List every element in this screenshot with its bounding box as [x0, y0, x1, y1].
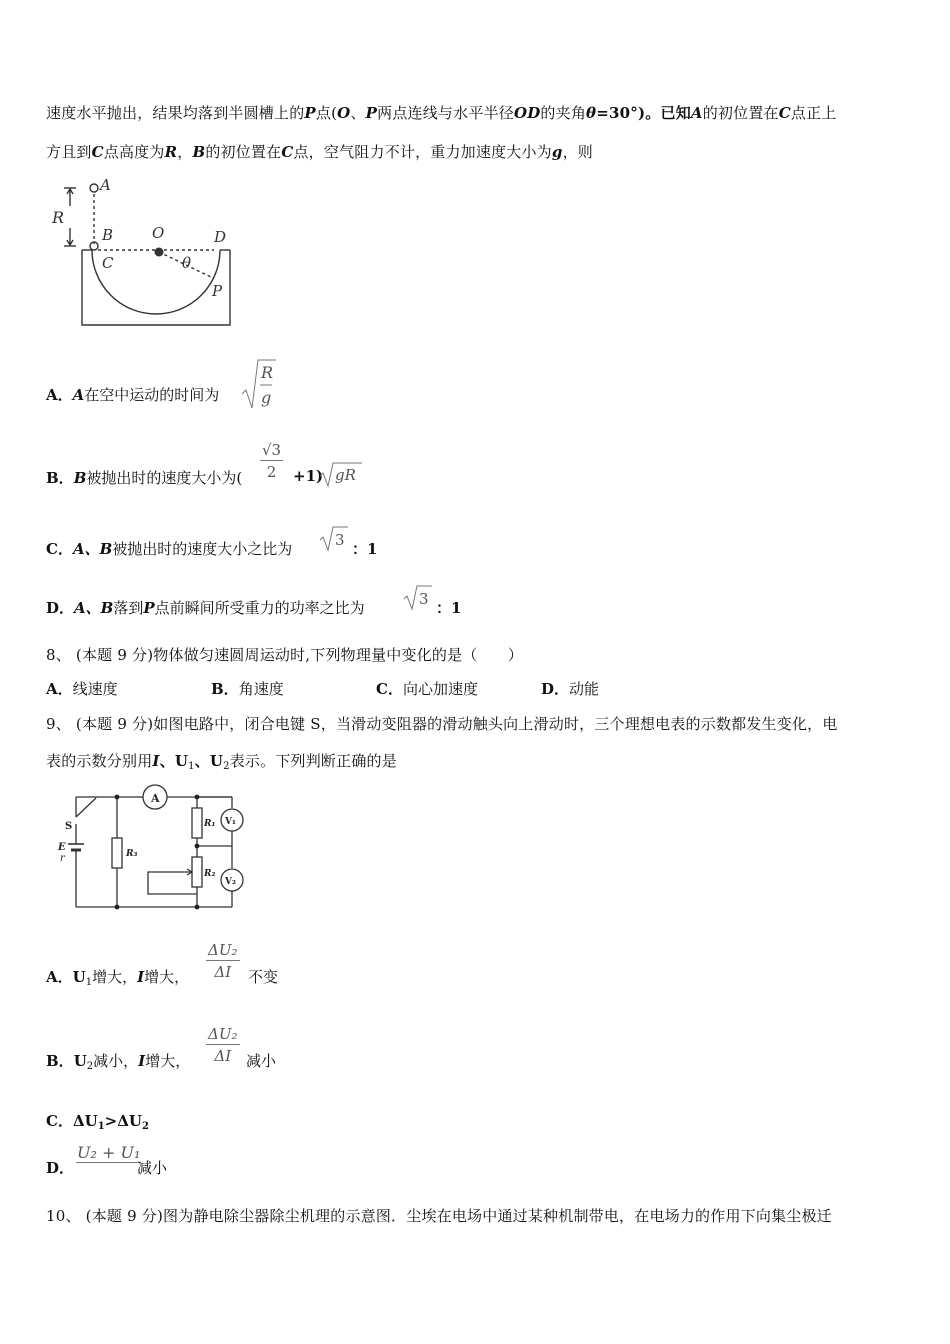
svg-text:V₂: V₂ — [225, 877, 236, 887]
label-B: B — [102, 226, 114, 244]
svg-text:r: r — [60, 853, 65, 864]
svg-text:A: A — [151, 792, 160, 805]
label-R: R — [52, 208, 65, 227]
svg-text:R₃: R₃ — [126, 849, 138, 859]
svg-text:S: S — [65, 821, 73, 832]
delta-u2-over-delta-i-a: $\frac{\text{ΔU₂}}{\Delta I}$ — [208, 941, 238, 981]
q9-option-c: C．$\Delta U_1>\Delta U_2$ — [46, 1112, 149, 1132]
label-A: A — [100, 176, 111, 194]
label-P: P — [212, 282, 223, 300]
sqrt-3-d — [402, 583, 434, 611]
q9-stem-line1: 9、 (本题 9 分)如图电路中，闭合电键 S，当滑动变阻器的滑动触头向上滑动时，三个理想电表的示数都发生变化，电 — [46, 715, 838, 733]
q8-option-b: B．角速度 — [211, 680, 284, 698]
svg-text:R: R — [261, 363, 274, 382]
svg-text:gR: gR — [335, 466, 356, 484]
label-theta: θ — [182, 254, 192, 272]
semicircle-groove-figure — [48, 172, 238, 332]
q7-stem-line2: 方且到C点高度为R，B的初位置在C点，空气阻力不计，重力加速度大小为g，则 — [46, 143, 593, 161]
delta-u2-over-delta-i-b: $\frac{\text{ΔU₂}}{\Delta I}$ — [208, 1025, 238, 1065]
sqrt-gr — [318, 460, 364, 488]
q8-option-a: A．线速度 — [46, 680, 118, 698]
label-D: D — [214, 228, 227, 246]
q10-stem: 10、 (本题 9 分)图为静电除尘器除尘机理的示意图．尘埃在电场中通过某种机制带电，在电场力的作用下向集尘极迁 — [46, 1207, 832, 1225]
circuit-diagram — [56, 782, 252, 912]
svg-text:3: 3 — [419, 590, 429, 608]
label-C: C — [102, 254, 114, 272]
svg-text:3: 3 — [335, 531, 345, 549]
q8-stem: 8、 (本题 9 分)物体做匀速圆周运动时,下列物理量中变化的是（ ） — [46, 646, 524, 664]
svg-text:V₁: V₁ — [225, 817, 236, 827]
q7-stem-line1: 速度水平抛出，结果均落到半圆槽上的P点(O、P两点连线与水平半径OD的夹角θ=30°)。已知A的初位置在C点正上 — [46, 104, 837, 122]
svg-text:E: E — [58, 842, 66, 853]
sqrt-3-c — [318, 524, 350, 552]
q9-stem-line2: 表的示数分别用I、$U_1$、$U_2$表示。下列判断正确的是 — [46, 752, 397, 772]
q8-option-d: D．动能 — [541, 680, 600, 698]
sqrt-r-over-g — [240, 358, 280, 412]
svg-text:g: g — [261, 388, 272, 407]
svg-text:R₁: R₁ — [204, 819, 216, 829]
sqrt3-over-2: $\frac{√3}{2}$ — [262, 441, 282, 481]
u2-plus-u1: U₂ + U₁ — [77, 1143, 141, 1162]
q8-option-c: C．向心加速度 — [376, 680, 478, 698]
svg-text:R₂: R₂ — [204, 869, 216, 879]
label-O: O — [152, 224, 165, 242]
